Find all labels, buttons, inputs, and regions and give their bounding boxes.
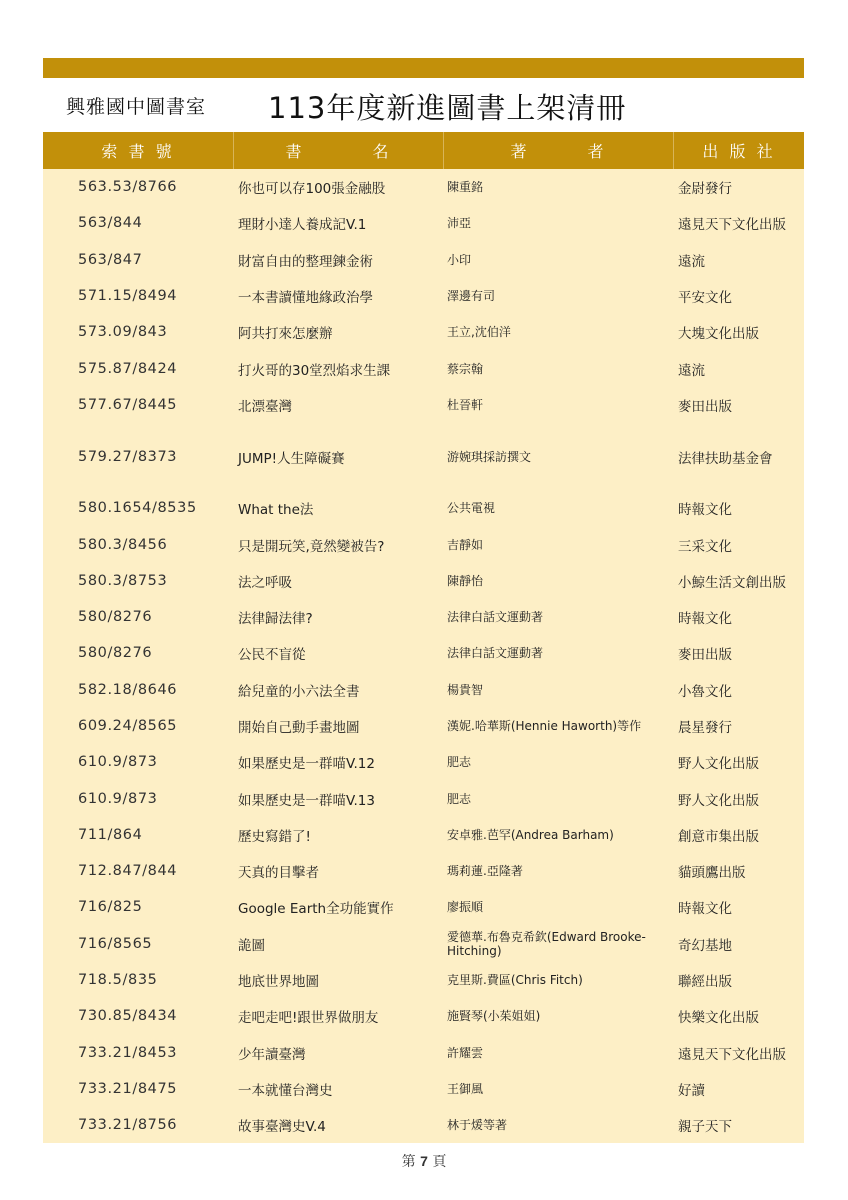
table-row bbox=[43, 853, 804, 889]
page-title: 113年度新進圖書上架清冊 bbox=[268, 91, 627, 125]
publisher-cell: 好讀 bbox=[678, 1082, 705, 1099]
call-number-cell: 563/844 bbox=[78, 215, 143, 232]
author-cell: 法律白話文運動著 bbox=[447, 610, 544, 625]
page-number: 第 7 頁 bbox=[401, 1153, 447, 1170]
publisher-cell: 平安文化 bbox=[678, 290, 732, 307]
book-title-cell: 北漂臺灣 bbox=[238, 398, 292, 415]
book-title-cell: 給兒童的小六法全書 bbox=[238, 683, 360, 700]
call-number-cell: 716/8565 bbox=[78, 935, 153, 952]
call-number-cell: 582.18/8646 bbox=[78, 681, 178, 698]
publisher-cell: 野人文化出版 bbox=[678, 792, 759, 809]
author-cell: 蔡宗翰 bbox=[447, 361, 484, 376]
book-title-cell: 歷史寫錯了! bbox=[238, 828, 311, 845]
book-title-cell: Google Earth全功能實作 bbox=[238, 901, 394, 918]
publisher-cell: 小鯨生活文創出版 bbox=[678, 574, 786, 591]
table-row bbox=[43, 350, 804, 386]
table-row bbox=[43, 599, 804, 635]
call-number-cell: 563/847 bbox=[78, 251, 143, 268]
book-title-cell: 詭圖 bbox=[238, 937, 265, 954]
school-name: 興雅國中圖書室 bbox=[66, 96, 207, 118]
call-number-cell: 609.24/8565 bbox=[78, 718, 178, 734]
call-number-cell: 733.21/8475 bbox=[78, 1080, 178, 1097]
table-row bbox=[43, 635, 804, 671]
call-number-cell: 573.09/843 bbox=[78, 324, 168, 341]
book-title-cell: 地底世界地圖 bbox=[238, 974, 319, 991]
call-number-cell: 610.9/873 bbox=[78, 754, 158, 771]
call-number-cell: 563.53/8766 bbox=[78, 179, 178, 196]
author-cell: 游婉琪採訪撰文 bbox=[447, 449, 532, 464]
book-title-cell: JUMP!人生障礙賽 bbox=[238, 450, 345, 467]
call-number-cell: 718.5/835 bbox=[78, 972, 158, 989]
author-cell: 許耀雲 bbox=[447, 1045, 484, 1060]
publisher-cell: 聯經出版 bbox=[678, 974, 732, 991]
publisher-cell: 三采文化 bbox=[678, 538, 732, 555]
author-cell: 小印 bbox=[447, 252, 472, 267]
publisher-cell: 大塊文化出版 bbox=[678, 326, 759, 343]
table-row bbox=[43, 387, 804, 423]
table-row bbox=[43, 563, 804, 599]
publisher-cell: 野人文化出版 bbox=[678, 756, 759, 773]
author-cell: 陳重銘 bbox=[447, 180, 484, 195]
call-number-cell: 580/8276 bbox=[78, 645, 153, 662]
table-row bbox=[43, 205, 804, 241]
book-title-cell: 故事臺灣史V.4 bbox=[238, 1119, 326, 1136]
publisher-cell: 時報文化 bbox=[678, 502, 732, 519]
publisher-cell: 麥田出版 bbox=[678, 398, 732, 415]
author-cell: 肥志 bbox=[447, 755, 472, 770]
book-title-cell: 開始自己動手畫地圖 bbox=[238, 720, 360, 736]
table-row bbox=[43, 278, 804, 314]
book-title-cell: 打火哥的30堂烈焰求生課 bbox=[238, 362, 391, 379]
publisher-cell: 遠見天下文化出版 bbox=[678, 1046, 786, 1063]
call-number-cell: 580.3/8753 bbox=[78, 572, 168, 589]
call-number-cell: 580/8276 bbox=[78, 609, 153, 626]
call-number-cell: 733.21/8756 bbox=[78, 1117, 178, 1134]
author-cell: 澤邊有司 bbox=[447, 289, 496, 304]
table-row bbox=[43, 998, 804, 1034]
call-number-cell: 610.9/873 bbox=[78, 790, 158, 807]
call-number-cell: 716/825 bbox=[78, 899, 143, 916]
book-title-cell: 公民不盲從 bbox=[238, 647, 306, 664]
author-cell: 肥志 bbox=[447, 791, 472, 806]
author-cell: 廖振順 bbox=[447, 900, 484, 915]
publisher-cell: 金尉發行 bbox=[678, 181, 732, 198]
book-title-cell: 財富自由的整理鍊金術 bbox=[238, 253, 373, 270]
column-header-call-number: 索 書 號 bbox=[43, 132, 234, 169]
table-row bbox=[43, 780, 804, 816]
book-title-cell: 走吧走吧!跟世界做朋友 bbox=[238, 1010, 379, 1027]
author-cell: 公共電視 bbox=[447, 501, 496, 516]
publisher-cell: 奇幻基地 bbox=[678, 937, 732, 954]
publisher-cell: 親子天下 bbox=[678, 1119, 732, 1136]
book-title-cell: 你也可以存100張金融股 bbox=[238, 181, 386, 198]
book-title-cell: 法律歸法律? bbox=[238, 611, 313, 628]
publisher-cell: 法律扶助基金會 bbox=[678, 450, 773, 467]
table-row bbox=[43, 1107, 804, 1143]
table-row bbox=[43, 526, 804, 562]
author-cell: 楊貴智 bbox=[447, 682, 484, 697]
publisher-cell: 遠流 bbox=[678, 362, 705, 379]
header-accent-bar bbox=[43, 58, 804, 78]
table-row bbox=[43, 926, 804, 962]
table-header bbox=[43, 132, 804, 169]
publisher-cell: 時報文化 bbox=[678, 901, 732, 918]
author-cell: 沛亞 bbox=[447, 216, 472, 231]
column-header-publisher: 出 版 社 bbox=[702, 142, 776, 161]
table-row bbox=[43, 889, 804, 925]
publisher-cell: 時報文化 bbox=[678, 611, 732, 628]
call-number-cell: 580.1654/8535 bbox=[78, 500, 197, 517]
table-row bbox=[43, 423, 804, 490]
call-number-cell: 577.67/8445 bbox=[78, 396, 178, 413]
author-cell: 漢妮.哈華斯(Hennie Haworth)等作 bbox=[447, 719, 642, 733]
author-cell: 王立,沈伯洋 bbox=[447, 325, 511, 340]
column-header-author: 著 者 bbox=[444, 132, 674, 169]
publisher-cell: 遠流 bbox=[678, 253, 705, 270]
book-title-cell: 只是開玩笑,竟然變被告? bbox=[238, 538, 385, 555]
book-title-cell: 法之呼吸 bbox=[238, 574, 292, 591]
call-number-cell: 575.87/8424 bbox=[78, 360, 178, 377]
call-number-cell: 711/864 bbox=[78, 826, 143, 843]
table-row bbox=[43, 672, 804, 708]
publisher-cell: 小魯文化 bbox=[678, 683, 732, 700]
table-row bbox=[43, 708, 804, 744]
book-title-cell: 理財小達人養成記V.1 bbox=[238, 217, 367, 234]
table-row bbox=[43, 169, 804, 205]
author-cell: 克里斯.費區(Chris Fitch) bbox=[447, 973, 583, 988]
book-title-cell: 如果歷史是一群喵V.13 bbox=[238, 792, 375, 809]
table-row bbox=[43, 817, 804, 853]
author-cell: 吉靜如 bbox=[447, 537, 484, 552]
author-cell: 安卓雅.芭罕(Andrea Barham) bbox=[447, 827, 614, 842]
publisher-cell: 創意市集出版 bbox=[678, 828, 759, 845]
book-title-cell: 一本就懂台灣史 bbox=[238, 1082, 333, 1099]
call-number-cell: 579.27/8373 bbox=[78, 448, 178, 465]
publisher-cell: 麥田出版 bbox=[678, 647, 732, 664]
publisher-cell: 快樂文化出版 bbox=[678, 1010, 759, 1027]
author-cell: 愛德華.布魯克希欽(Edward Brooke-Hitching) bbox=[447, 929, 646, 958]
author-cell: 瑪莉蓮.亞隆著 bbox=[447, 864, 523, 879]
publisher-cell: 晨星發行 bbox=[678, 720, 732, 736]
table-row bbox=[43, 744, 804, 780]
table-row bbox=[43, 242, 804, 278]
publisher-cell: 貓頭鷹出版 bbox=[678, 865, 746, 882]
table-row bbox=[43, 314, 804, 350]
call-number-cell: 580.3/8456 bbox=[78, 536, 168, 553]
author-cell: 陳靜怡 bbox=[447, 573, 484, 588]
author-cell: 王御風 bbox=[447, 1081, 484, 1096]
column-header-title: 書 名 bbox=[234, 132, 444, 169]
call-number-cell: 730.85/8434 bbox=[78, 1008, 178, 1025]
book-title-cell: 少年讀臺灣 bbox=[238, 1046, 306, 1063]
table-row bbox=[43, 1035, 804, 1071]
book-title-cell: What the法 bbox=[238, 502, 314, 519]
call-number-cell: 733.21/8453 bbox=[78, 1044, 178, 1061]
book-title-cell: 阿共打來怎麼辦 bbox=[238, 326, 333, 343]
publisher-cell: 遠見天下文化出版 bbox=[678, 217, 786, 234]
table-body bbox=[43, 169, 804, 1143]
book-title-cell: 如果歷史是一群喵V.12 bbox=[238, 756, 375, 773]
author-cell: 法律白話文運動著 bbox=[447, 646, 544, 661]
call-number-cell: 571.15/8494 bbox=[78, 288, 178, 305]
table-row bbox=[43, 1071, 804, 1107]
book-title-cell: 一本書讀懂地緣政治學 bbox=[238, 290, 373, 307]
table-row bbox=[43, 962, 804, 998]
table-row bbox=[43, 490, 804, 526]
book-title-cell: 天真的目擊者 bbox=[238, 865, 319, 882]
call-number-cell: 712.847/844 bbox=[78, 863, 178, 880]
author-cell: 施賢琴(小茱姐姐) bbox=[447, 1009, 541, 1024]
book-list-table bbox=[43, 132, 804, 1143]
author-cell: 杜晉軒 bbox=[447, 397, 484, 412]
author-cell: 林于煖等著 bbox=[447, 1118, 508, 1133]
